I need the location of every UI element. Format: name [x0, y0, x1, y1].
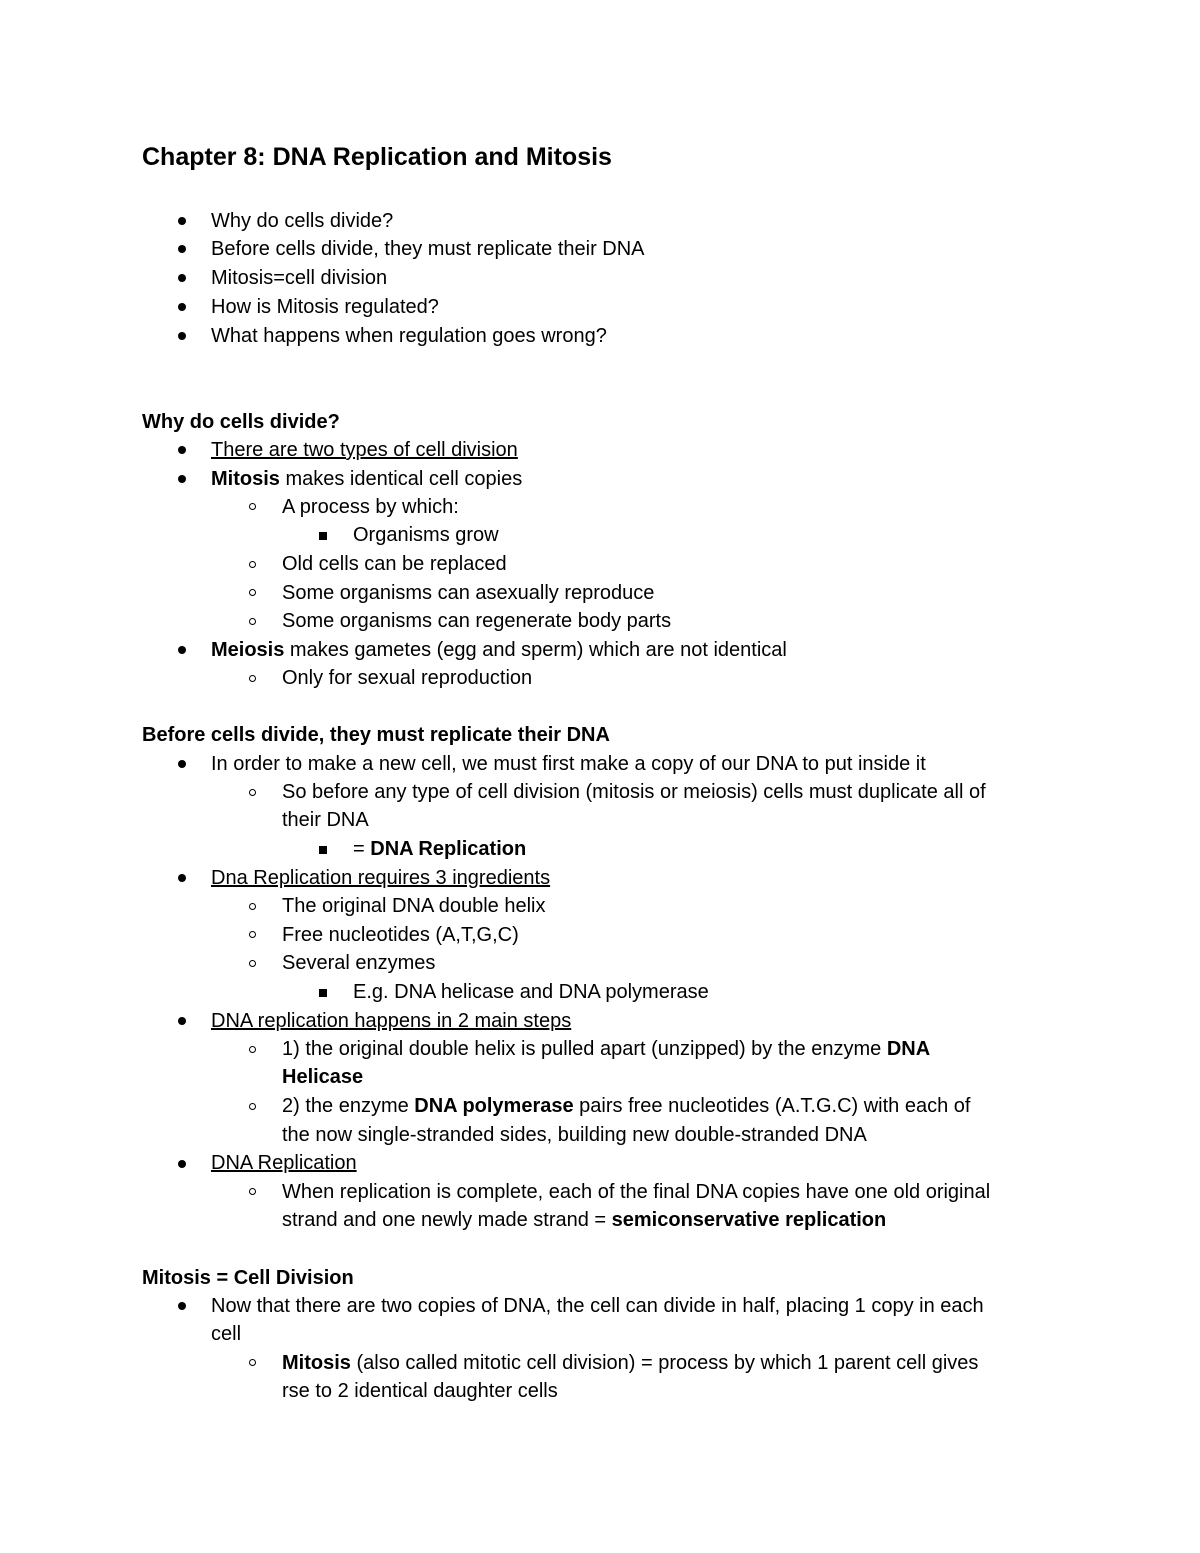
- list-item: [211, 636, 787, 664]
- sub-sub-bullet-square: [319, 989, 327, 997]
- term: DNA polymerase: [414, 1095, 574, 1117]
- sub-bullet-circle: [249, 1103, 256, 1110]
- sub-item: [282, 1349, 978, 1377]
- list-item: [211, 465, 522, 493]
- list-item: Dna Replication requires 3 ingredients: [211, 867, 551, 889]
- sub-item: The original DNA double helix: [282, 895, 546, 917]
- sub-sub-item: E.g. DNA helicase and DNA polymerase: [353, 981, 709, 1003]
- sub-item: Old cells can be replaced: [282, 553, 507, 575]
- bullet-dot: [178, 1302, 186, 1310]
- intro-item: What happens when regulation goes wrong?: [211, 325, 607, 347]
- bullet-dot: [178, 1160, 186, 1168]
- sub-sub-item: [353, 835, 526, 863]
- sub-bullet-circle: [249, 618, 256, 625]
- term: Mitosis: [211, 468, 280, 490]
- term: DNA: [886, 1038, 931, 1060]
- sub-item: Some organisms can regenerate body parts: [282, 610, 672, 632]
- sub-item: Free nucleotides (A,T,G,C): [282, 924, 519, 946]
- intro-item: Mitosis=cell division: [211, 267, 388, 289]
- sub-item: So before any type of cell division (mitosis or meiosis) cells must duplicate all of: [282, 781, 986, 803]
- sub-item: Only for sexual reproduction: [282, 667, 533, 689]
- sub-item: [282, 1035, 930, 1063]
- bullet-dot: [178, 303, 186, 311]
- sub-sub-bullet-square: [319, 532, 327, 540]
- step-text: strand and one newly made strand =: [282, 1209, 612, 1231]
- sub-bullet-circle: [249, 1359, 256, 1366]
- section-heading: Before cells divide, they must replicate their DNA: [142, 724, 610, 746]
- sub-bullet-circle: [249, 903, 256, 910]
- sub-sub-item: Organisms grow: [353, 524, 499, 546]
- list-item: Now that there are two copies of DNA, the cell can divide in half, placing 1 copy in each: [211, 1295, 984, 1317]
- list-item-text: makes identical cell copies: [279, 468, 523, 490]
- sub-item: When replication is complete, each of the final DNA copies have one old original: [282, 1181, 991, 1203]
- sub-item-continued: [282, 1206, 886, 1234]
- bullet-dot: [178, 874, 186, 882]
- bullet-dot: [178, 760, 186, 768]
- intro-item: How is Mitosis regulated?: [211, 296, 439, 318]
- step-text: pairs free nucleotides (A.T.G.C) with each of: [573, 1095, 971, 1117]
- step-text: (also called mitotic cell division) = process by which 1 parent cell gives: [350, 1352, 979, 1374]
- list-item: In order to make a new cell, we must first make a copy of our DNA to put inside it: [211, 753, 926, 775]
- sub-item: Several enzymes: [282, 952, 436, 974]
- section-heading: Why do cells divide?: [142, 411, 340, 433]
- sub-bullet-circle: [249, 561, 256, 568]
- list-item: DNA replication happens in 2 main steps: [211, 1010, 572, 1032]
- sub-bullet-circle: [249, 589, 256, 596]
- bullet-dot: [178, 1017, 186, 1025]
- bullet-dot: [178, 646, 186, 654]
- sub-item-continued: the now single-stranded sides, building new double-stranded DNA: [282, 1124, 867, 1146]
- list-item-text: makes gametes (egg and sperm) which are not identical: [284, 639, 787, 661]
- intro-item: Before cells divide, they must replicate their DNA: [211, 238, 645, 260]
- sub-item: A process by which:: [282, 496, 459, 518]
- sub-bullet-circle: [249, 960, 256, 967]
- bullet-dot: [178, 475, 186, 483]
- sub-bullet-circle: [249, 1188, 256, 1195]
- sub-sub-bullet-square: [319, 846, 327, 854]
- sub-bullet-circle: [249, 789, 256, 796]
- sub-bullet-circle: [249, 503, 256, 510]
- sub-bullet-circle: [249, 675, 256, 682]
- term: DNA Replication: [370, 838, 527, 860]
- term: Helicase: [282, 1066, 364, 1088]
- sub-item-continued: their DNA: [282, 809, 369, 831]
- step-text: 2) the enzyme: [282, 1095, 415, 1117]
- list-item: There are two types of cell division: [211, 439, 518, 461]
- page-title: Chapter 8: DNA Replication and Mitosis: [142, 143, 612, 171]
- term: Mitosis: [282, 1352, 351, 1374]
- sub-bullet-circle: [249, 931, 256, 938]
- bullet-dot: [178, 446, 186, 454]
- bullet-dot: [178, 332, 186, 340]
- bullet-dot: [178, 217, 186, 225]
- intro-item: Why do cells divide?: [211, 210, 394, 232]
- term: Meiosis: [211, 639, 285, 661]
- step-text: 1) the original double helix is pulled apart (unzipped) by the enzyme: [282, 1038, 887, 1060]
- bullet-dot: [178, 274, 186, 282]
- sub-item: Some organisms can asexually reproduce: [282, 582, 655, 604]
- equals-prefix: =: [353, 838, 371, 860]
- sub-item: [282, 1092, 970, 1120]
- term: semiconservative replication: [611, 1209, 887, 1231]
- list-item: DNA Replication: [211, 1152, 357, 1174]
- list-item-continued: cell: [211, 1323, 242, 1345]
- bullet-dot: [178, 245, 186, 253]
- sub-item-continued: rse to 2 identical daughter cells: [282, 1380, 558, 1402]
- sub-bullet-circle: [249, 1046, 256, 1053]
- section-heading: Mitosis = Cell Division: [142, 1267, 354, 1289]
